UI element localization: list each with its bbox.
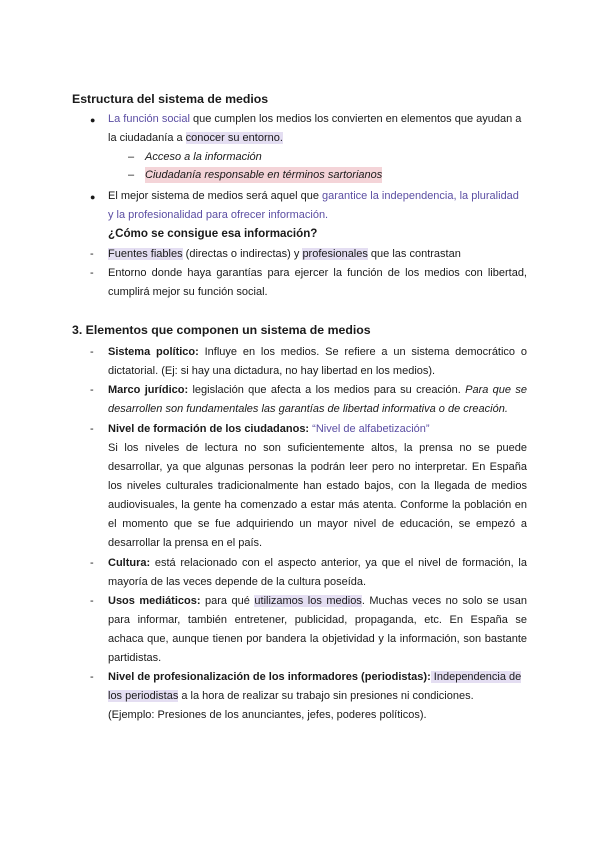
bullet-1-text: que cumplen los medios los convierten en elementos que ayudan a <box>189 113 522 125</box>
dash-marker: - <box>90 423 94 435</box>
dash-marker: - <box>90 267 94 279</box>
element-6-line-3: (Ejemplo: Presiones de los anunciantes, jefes, poderes políticos). <box>108 709 427 721</box>
element-label: Usos mediáticos: <box>108 595 201 607</box>
bullet-2-text: El mejor sistema de medios será aquel que <box>108 190 322 202</box>
quote-text: “Nivel de alfabetización” <box>309 423 430 435</box>
element-3-body-4: audiovisuales, la gente ha comenzado a estar más atenta. Conforme la población en <box>108 499 527 511</box>
highlighted-text: profesionales <box>302 248 368 260</box>
element-label: Sistema político: <box>108 346 199 358</box>
sub-item-2: Ciudadanía responsable en términos sartorianos <box>145 169 383 181</box>
highlighted-text: los periodistas <box>108 690 179 702</box>
dash-item-1 <box>108 246 461 262</box>
dash-item-text: (directas o indirectas) y <box>182 248 303 260</box>
highlighted-text: Independencia de <box>430 671 522 683</box>
element-1-line-1 <box>108 344 527 360</box>
sub-dash: – <box>128 169 135 181</box>
element-label: Nivel de formación de los ciudadanos: <box>108 423 310 435</box>
dash-marker: - <box>90 346 94 358</box>
element-text: a la hora de realizar su trabajo sin presiones ni condiciones. <box>178 690 474 702</box>
social-function-text: La función social <box>108 113 190 125</box>
bullet-1-line-1 <box>108 111 521 127</box>
element-text: para qué <box>200 595 255 607</box>
dash-marker: - <box>90 557 94 569</box>
element-label: Cultura: <box>108 557 151 569</box>
element-3-line-1 <box>108 421 430 437</box>
element-5-line-4: partidistas. <box>108 652 162 664</box>
element-text: . Muchas veces no solo se usan <box>361 595 527 607</box>
bullet-marker: ● <box>90 115 96 125</box>
section-heading: Estructura del sistema de medios <box>72 92 269 106</box>
dash-item-2-line-2: cumplirá mejor su función social. <box>108 286 268 298</box>
element-5-line-2: para informar, también entretener, publicidad, propaganda, etc. En España se <box>108 614 527 626</box>
element-2-line-1 <box>108 382 527 398</box>
italic-text: Para que se <box>465 384 527 396</box>
element-label: Nivel de profesionalización de los informadores (periodistas): <box>108 671 431 683</box>
element-3-body-6: desarrollar la prensa en el país. <box>108 537 263 549</box>
dash-marker: - <box>90 595 94 607</box>
element-3-body-5: el momento que se fue adquiriendo un mayor nivel de educación, se empezó a <box>108 518 527 530</box>
question-heading: ¿Cómo se consigue esa información? <box>108 227 318 240</box>
dash-item-2-line-1: Entorno donde haya garantías para ejercer la función de los medios con libertad, <box>108 267 527 279</box>
element-5-line-3: achaca que, aunque tienen por bandera la objetividad y la información, son bastante <box>108 633 527 645</box>
element-label: Marco jurídico: <box>108 384 189 396</box>
element-6-line-1 <box>108 669 521 685</box>
element-text: está relacionado con el aspecto anterior, ya que el nivel de formación, la <box>150 557 527 569</box>
section-3-heading: 3. Elementos que componen un sistema de medios <box>72 323 371 337</box>
purple-text: garantice la independencia, la pluralidad <box>322 190 519 202</box>
sub-dash: – <box>128 151 135 163</box>
element-4-line-2: mayoría de las veces depende de la cultura poseída. <box>108 576 367 588</box>
element-text: legislación que afecta a los medios para su creación. <box>188 384 466 396</box>
bullet-1-line-2 <box>108 130 283 146</box>
highlighted-text: conocer su entorno. <box>185 132 283 144</box>
dash-marker: - <box>90 248 94 260</box>
element-3-body-2: desarrollar, ya que algunas personas la podrán leer pero no interpretar. En España <box>108 461 527 473</box>
bullet-2-line-1 <box>108 188 519 204</box>
bullet-marker: ● <box>90 192 96 202</box>
element-6-line-2 <box>108 688 474 704</box>
dash-marker: - <box>90 384 94 396</box>
bullet-2-line-2: y la profesionalidad para ofrecer información. <box>108 209 329 221</box>
element-3-body-3: los niveles culturales tradicionalmente han estado bajos, con la llegada de medios <box>108 480 527 492</box>
element-5-line-1 <box>108 593 527 609</box>
element-4-line-1 <box>108 555 527 571</box>
sub-item-1: Acceso a la información <box>145 151 262 163</box>
dash-marker: - <box>90 671 94 683</box>
element-3-body-1: Si los niveles de lectura no son suficientemente altos, la prensa no se puede <box>108 442 527 454</box>
highlighted-text: Fuentes fiables <box>108 248 183 260</box>
element-2-line-2: desarrollen son fundamentales las garantías de libertad informativa o de creación. <box>108 403 508 415</box>
highlighted-text: utilizamos los medios <box>254 595 362 607</box>
element-1-line-2: dictatorial. (Ej: si hay una dictadura, no hay libertad en los medios). <box>108 365 436 377</box>
bullet-1-text: la ciudadanía a <box>108 132 186 144</box>
element-text: Influye en los medios. Se refiere a un sistema democrático o <box>198 346 527 358</box>
dash-item-text: que las contrastan <box>367 248 461 260</box>
